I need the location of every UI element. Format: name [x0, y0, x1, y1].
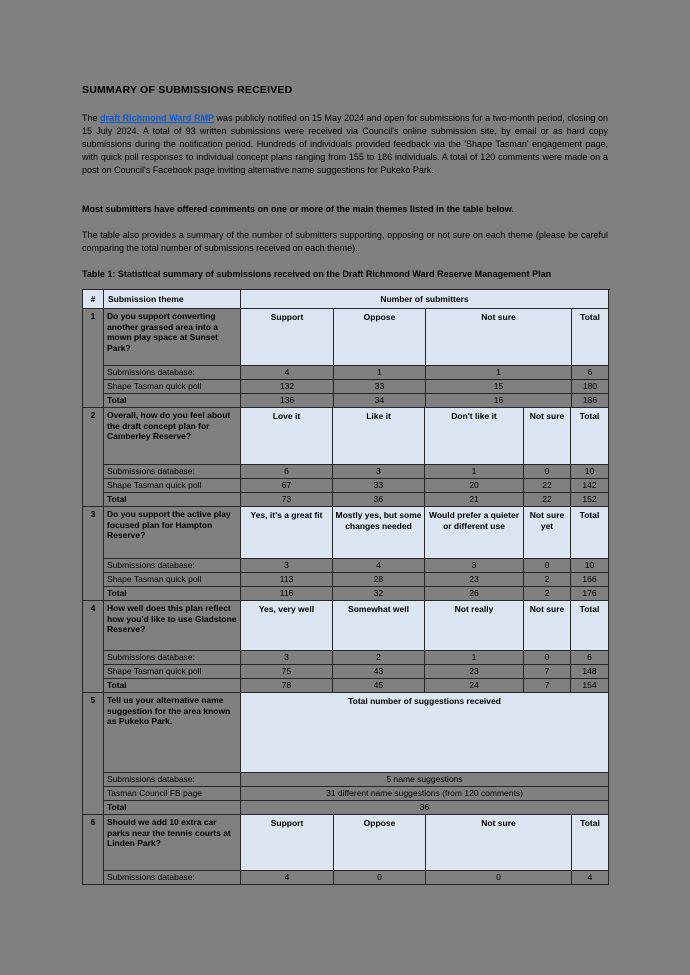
- option-header: Oppose: [334, 815, 426, 871]
- value-cell: 0: [426, 871, 572, 885]
- option-header: Total: [571, 408, 609, 465]
- theme-row-group: [83, 507, 610, 601]
- value-cell: 10: [571, 465, 609, 479]
- row-number: 1: [83, 309, 104, 408]
- value-cell: 2: [333, 651, 425, 665]
- value-cell: 2: [524, 587, 571, 601]
- bold-note: Most submitters have offered comments on one or more of the main themes listed in the table below.: [82, 204, 514, 214]
- submission-theme: Overall, how do you feel about the draft concept plan for Camberley Reserve?: [104, 408, 241, 465]
- option-header: Support: [241, 815, 334, 871]
- intro-text-after: was publicly notified on 15 May 2024 and open for submissions for a two-month period, closing on 15 July 2024. A total of 93 written submissions were received via Council's online submission site, by email or as hard copy submissions during the notification period. Hundreds of individuals provided feedback via the 'Shape Tasman' engagement page, with quick poll responses to individual concept plans ranging from 155 to 186 individuals. A total of 120 comments were made on a post on Council's Facebook page inviting alternative name suggestions for Pukeko Park.: [82, 113, 608, 175]
- option-header: Not sure: [426, 815, 572, 871]
- theme-row-group: [83, 408, 610, 507]
- theme-row-group: [83, 693, 610, 815]
- value-cell: 180: [572, 380, 609, 394]
- subrow-merged-value: 5 name suggestions: [241, 773, 609, 787]
- value-cell: 132: [241, 380, 334, 394]
- option-header: Somewhat well: [333, 601, 425, 651]
- value-cell: 45: [333, 679, 425, 693]
- value-cell: 24: [425, 679, 524, 693]
- option-header: Not sure: [524, 408, 571, 465]
- value-cell: 16: [426, 394, 572, 408]
- value-cell: 7: [524, 665, 571, 679]
- value-cell: 36: [333, 493, 425, 507]
- merged-option-header: Total number of suggestions received: [241, 693, 609, 773]
- submission-theme: How well does this plan reflect how you'd like to use Gladstone Reserve?: [104, 601, 241, 651]
- value-cell: 1: [425, 651, 524, 665]
- value-cell: 15: [426, 380, 572, 394]
- subrow-label: Submissions database:: [104, 559, 241, 573]
- value-cell: 0: [524, 465, 571, 479]
- theme-row-group: [83, 309, 610, 408]
- value-cell: 73: [241, 493, 333, 507]
- subrow-label: Total: [104, 394, 241, 408]
- theme-row-group: [83, 815, 610, 885]
- option-header: Not sure yet: [524, 507, 571, 559]
- subrow-label: Total: [104, 493, 241, 507]
- value-cell: 2: [524, 573, 571, 587]
- subrow-label: Submissions database:: [104, 871, 241, 885]
- value-cell: 28: [333, 573, 425, 587]
- value-cell: 4: [241, 366, 334, 380]
- value-cell: 136: [241, 394, 334, 408]
- table-caption: Table 1: Statistical summary of submissions received on the Draft Richmond Ward Reserve Management Plan: [82, 269, 552, 279]
- value-cell: 22: [524, 493, 571, 507]
- row-number: 3: [83, 507, 104, 601]
- value-cell: 75: [241, 665, 333, 679]
- value-cell: 33: [334, 380, 426, 394]
- value-cell: 0: [524, 651, 571, 665]
- row-number: 2: [83, 408, 104, 507]
- column-header-submitters: Number of submitters: [241, 290, 609, 309]
- row-number: 5: [83, 693, 104, 815]
- value-cell: 116: [241, 587, 333, 601]
- option-header: Would prefer a quieter or different use: [425, 507, 524, 559]
- value-cell: 78: [241, 679, 333, 693]
- submission-theme: Tell us your alternative name suggestion for the area known as Pukeko Park.: [104, 693, 241, 773]
- option-header: Yes, very well: [241, 601, 333, 651]
- subrow-label: Submissions database:: [104, 773, 241, 787]
- subrow-label: Submissions database:: [104, 465, 241, 479]
- subrow-label: Submissions database:: [104, 366, 241, 380]
- option-header: Yes, it's a great fit: [241, 507, 333, 559]
- column-header-theme: Submission theme: [104, 290, 241, 309]
- subrow-label: Shape Tasman quick poll: [104, 573, 241, 587]
- option-header: Total: [572, 309, 609, 366]
- subrow-label: Shape Tasman quick poll: [104, 479, 241, 493]
- intro-paragraph: [82, 112, 608, 177]
- submission-theme: Should we add 10 extra car parks near the tennis courts at Linden Park?: [104, 815, 241, 871]
- value-cell: 148: [571, 665, 609, 679]
- submission-theme: Do you support converting another grassed area into a mown play space at Sunset Park?: [104, 309, 241, 366]
- value-cell: 67: [241, 479, 333, 493]
- value-cell: 113: [241, 573, 333, 587]
- value-cell: 34: [334, 394, 426, 408]
- value-cell: 4: [333, 559, 425, 573]
- value-cell: 6: [572, 366, 609, 380]
- option-header: Total: [571, 507, 609, 559]
- subrow-label: Total: [104, 587, 241, 601]
- option-header: Total: [571, 601, 609, 651]
- value-cell: 166: [571, 573, 609, 587]
- value-cell: 6: [571, 651, 609, 665]
- value-cell: 152: [571, 493, 609, 507]
- submission-theme: Do you support the active play focused plan for Hampton Reserve?: [104, 507, 241, 559]
- column-header-number: #: [83, 290, 104, 309]
- value-cell: 3: [241, 559, 333, 573]
- option-header: Support: [241, 309, 334, 366]
- value-cell: 0: [524, 559, 571, 573]
- value-cell: 23: [425, 573, 524, 587]
- value-cell: 32: [333, 587, 425, 601]
- subrow-label: Shape Tasman quick poll: [104, 380, 241, 394]
- option-header: Like it: [333, 408, 425, 465]
- subrow-label: Total: [104, 679, 241, 693]
- value-cell: 10: [571, 559, 609, 573]
- value-cell: 176: [571, 587, 609, 601]
- value-cell: 1: [334, 366, 426, 380]
- option-header: Not sure: [426, 309, 572, 366]
- value-cell: 6: [241, 465, 333, 479]
- value-cell: 154: [571, 679, 609, 693]
- value-cell: 4: [572, 871, 609, 885]
- subrow-label: Submissions database:: [104, 651, 241, 665]
- option-header: Mostly yes, but some changes needed: [333, 507, 425, 559]
- subrow-merged-value: 31 different name suggestions (from 120 comments): [241, 787, 609, 801]
- value-cell: 3: [425, 559, 524, 573]
- option-header: Love it: [241, 408, 333, 465]
- rmp-hyperlink[interactable]: draft Richmond Ward RMP: [100, 113, 214, 123]
- summary-note: The table also provides a summary of the number of submitters supporting, opposing or not sure on each theme (please be careful comparing the total number of submissions received on each theme).: [82, 230, 608, 253]
- subrow-label: Shape Tasman quick poll: [104, 665, 241, 679]
- subrow-label: Total: [104, 801, 241, 815]
- row-number: 4: [83, 601, 104, 693]
- value-cell: 4: [241, 871, 334, 885]
- option-header: Not really: [425, 601, 524, 651]
- subrow-merged-value: 36: [241, 801, 609, 815]
- value-cell: 142: [571, 479, 609, 493]
- value-cell: 22: [524, 479, 571, 493]
- option-header: Not sure: [524, 601, 571, 651]
- value-cell: 1: [426, 366, 572, 380]
- theme-row-group: [83, 601, 610, 693]
- submissions-summary-table: [82, 289, 610, 885]
- value-cell: 3: [333, 465, 425, 479]
- page-title: SUMMARY OF SUBMISSIONS RECEIVED: [82, 84, 293, 96]
- value-cell: 33: [333, 479, 425, 493]
- option-header: Oppose: [334, 309, 426, 366]
- option-header: Don't like it: [425, 408, 524, 465]
- value-cell: 186: [572, 394, 609, 408]
- value-cell: 3: [241, 651, 333, 665]
- value-cell: 43: [333, 665, 425, 679]
- value-cell: 0: [334, 871, 426, 885]
- value-cell: 1: [425, 465, 524, 479]
- value-cell: 26: [425, 587, 524, 601]
- subrow-label: Tasman Council FB page: [104, 787, 241, 801]
- value-cell: 21: [425, 493, 524, 507]
- value-cell: 20: [425, 479, 524, 493]
- value-cell: 7: [524, 679, 571, 693]
- value-cell: 23: [425, 665, 524, 679]
- row-number: 6: [83, 815, 104, 885]
- intro-text-before: The: [82, 113, 101, 123]
- option-header: Total: [572, 815, 609, 871]
